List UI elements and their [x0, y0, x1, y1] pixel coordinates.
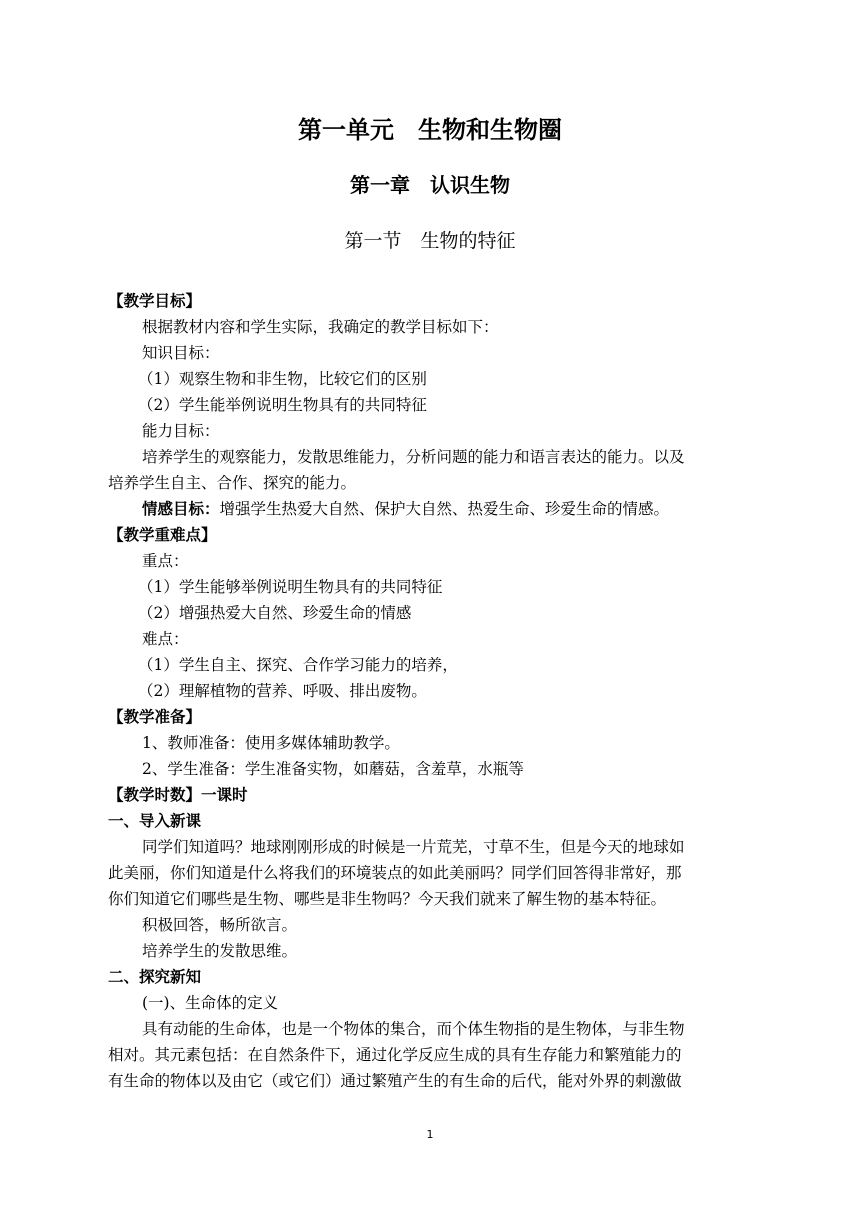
intro-heading: 一、导入新课	[108, 812, 202, 830]
preparation-item: 1、教师准备：使用多媒体辅助教学。	[142, 734, 400, 752]
chapter-title: 第一章 认识生物	[350, 173, 510, 197]
ability-text-line: 培养学生自主、合作、探究的能力。	[108, 474, 357, 492]
document-body	[108, 288, 753, 1094]
key-item: （1）学生能够举例说明生物具有的共同特征	[138, 578, 443, 596]
emotion-text: 增强学生热爱大自然、保护大自然、热爱生命、珍爱生命的情感。	[219, 500, 670, 518]
knowledge-label: 知识目标：	[142, 344, 220, 362]
difficult-item: （2）理解植物的营养、呼吸、排出废物。	[138, 682, 427, 700]
intro-paragraph-line: 同学们知道吗？地球刚刚形成的时候是一片荒芜，寸草不生，但是今天的地球如	[142, 838, 685, 856]
goals-heading: 【教学目标】	[108, 292, 202, 310]
page-number: 1	[426, 1128, 434, 1141]
intro-paragraph-line: 此美丽，你们知道是什么将我们的环境装点的如此美丽吗？同学们回答得非常好，那	[108, 864, 682, 882]
intro-paragraph-line: 你们知道它们哪些是生物、哪些是非生物吗？今天我们就来了解生物的基本特征。	[108, 890, 667, 908]
explore-heading: 二、探究新知	[108, 968, 202, 986]
intro-purpose: 培养学生的发散思维。	[142, 942, 298, 960]
hours-heading: 【教学时数】	[108, 786, 202, 804]
emotion-goal	[108, 496, 753, 522]
key-points-heading: 【教学重难点】	[108, 526, 217, 544]
knowledge-item: （1）观察生物和非生物，比较它们的区别	[138, 370, 427, 388]
key-item: （2）增强热爱大自然、珍爱生命的情感	[138, 604, 412, 622]
explore-paragraph-line: 有生命的物体以及由它（或它们）通过繁殖产生的有生命的后代，能对外界的刺激做	[108, 1072, 682, 1090]
intro-response: 积极回答，畅所欲言。	[142, 916, 298, 934]
goals-intro: 根据教材内容和学生实际，我确定的教学目标如下：	[142, 318, 499, 336]
key-label: 重点：	[142, 552, 189, 570]
explore-subheading: (一)、生命体的定义	[142, 994, 279, 1012]
hours-line	[108, 782, 753, 808]
explore-paragraph-line: 具有动能的生命体，也是一个物体的集合，而个体生物指的是生物体，与非生物	[142, 1020, 685, 1038]
emotion-label: 情感目标：	[142, 500, 220, 518]
difficult-label: 难点：	[142, 630, 189, 648]
section-title: 第一节 生物的特征	[344, 230, 516, 252]
difficult-item: （1）学生自主、探究、合作学习能力的培养，	[138, 656, 458, 674]
ability-text-line: 培养学生的观察能力，发散思维能力，分析问题的能力和语言表达的能力。以及	[142, 448, 685, 466]
hours-value: 一课时	[201, 786, 248, 804]
knowledge-item: （2）学生能举例说明生物具有的共同特征	[138, 396, 427, 414]
unit-title: 第一单元 生物和生物圈	[298, 116, 562, 144]
preparation-item: 2、学生准备：学生准备实物，如蘑菇，含羞草，水瓶等	[142, 760, 524, 778]
preparation-heading: 【教学准备】	[108, 708, 202, 726]
explore-paragraph-line: 相对。其元素包括：在自然条件下，通过化学反应生成的具有生存能力和繁殖能力的	[108, 1046, 682, 1064]
ability-label: 能力目标：	[142, 422, 220, 440]
